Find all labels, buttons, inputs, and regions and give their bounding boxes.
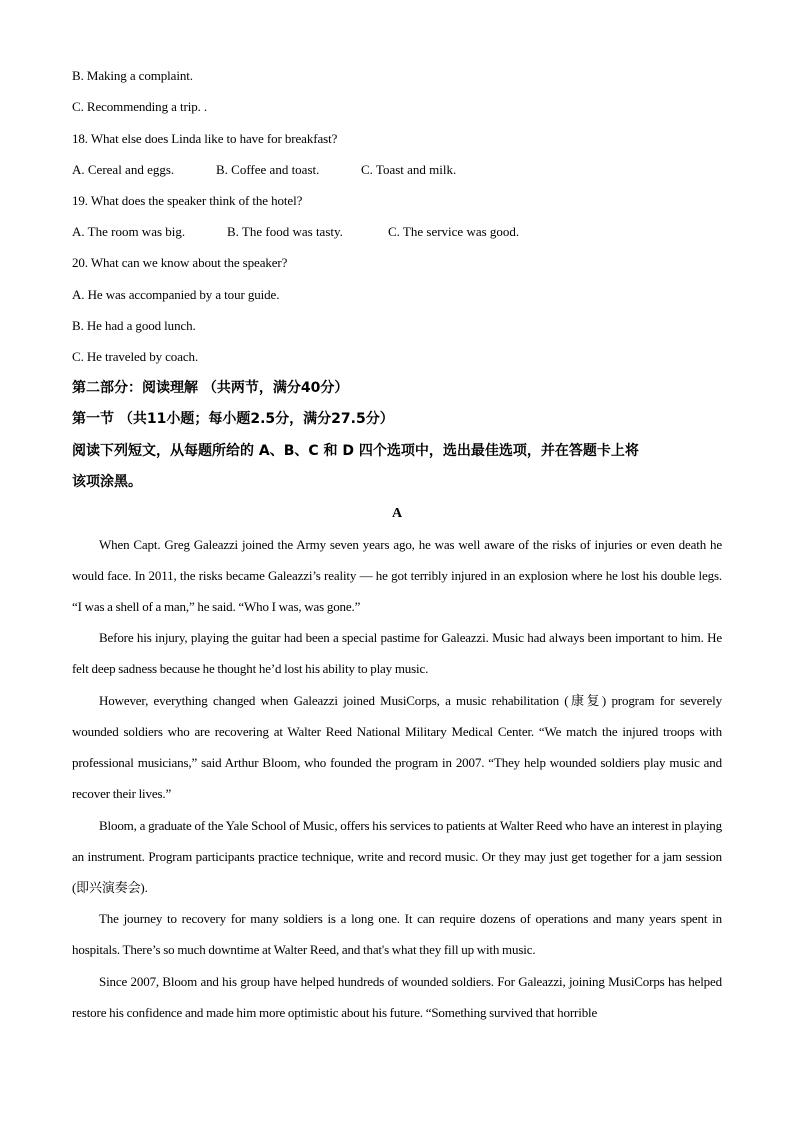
part-two-title: 第二部分：阅读理解 （共两节，满分40分） <box>72 380 349 396</box>
q19-option-a: A. The room was big. <box>72 224 186 239</box>
passage-paragraph-1: When Capt. Greg Galeazzi joined the Army seven years ago, he was well aware of the risks of injuries or even death he would face. In 2011, the risks became Galeazzi’s reality — he got terribly injured in an explosion where he lost his double legs. “I was a shell of a man,” he said. “Who I was, was gone.” <box>72 537 722 614</box>
instruction-line-1: 阅读下列短文，从每题所给的 A、B、C 和 D 四个选项中，选出最佳选项，并在答题卡上将 <box>72 443 639 459</box>
q20-option-c: C. He traveled by coach. <box>72 349 199 364</box>
passage-paragraph-2: Before his injury, playing the guitar had been a special pastime for Galeazzi. Music had always been important to him. He felt deep sadness because he thought he’d lost his ability to play music. <box>72 630 722 676</box>
q20-question: 20. What can we know about the speaker? <box>72 255 288 270</box>
passage-title: A <box>391 506 403 521</box>
q18-option-c: C. Toast and milk. <box>361 162 457 177</box>
passage-paragraph-3: However, everything changed when Galeazzi joined MusiCorps, a music rehabilitation (康复) program for severely wounded soldiers who are recovering at Walter Reed National Military Medical Center. “We match the injured troops with professional musicians,” said Arthur Bloom, who founded the program in 2007. “They help wounded soldiers play music and recover their lives.” <box>72 693 722 801</box>
passage-paragraph-5: The journey to recovery for many soldiers is a long one. It can require dozens of operations and many years spent in hospitals. There’s so much downtime at Walter Reed, and that's what they fill up with music. <box>72 911 722 957</box>
section-one-title: 第一节 （共11小题；每小题2.5分，满分27.5分） <box>72 411 394 427</box>
passage-paragraph-6: Since 2007, Bloom and his group have helped hundreds of wounded soldiers. For Galeazzi, joining MusiCorps has helped restore his confidence and made him more optimistic about his future. “Something survived that horrible <box>72 974 722 1020</box>
q19-option-b: B. The food was tasty. <box>227 224 343 239</box>
q17-option-c: C. Recommending a trip. . <box>72 99 208 114</box>
q17-option-b: B. Making a complaint. <box>72 68 193 83</box>
passage-paragraph-4: Bloom, a graduate of the Yale School of Music, offers his services to patients at Walter Reed who have an interest in playing an instrument. Program participants practice technique, write and record music. Or they may just get together for a jam session (即兴演奏会). <box>72 818 722 895</box>
q20-option-b: B. He had a good lunch. <box>72 318 196 333</box>
q18-question: 18. What else does Linda like to have for breakfast? <box>72 131 338 146</box>
instruction-line-2: 该项涂黑。 <box>72 474 142 490</box>
q18-option-a: A. Cereal and eggs. <box>72 162 175 177</box>
q18-option-b: B. Coffee and toast. <box>216 162 320 177</box>
q19-option-c: C. The service was good. <box>388 224 520 239</box>
q19-question: 19. What does the speaker think of the hotel? <box>72 193 303 208</box>
q20-option-a: A. He was accompanied by a tour guide. <box>72 287 280 302</box>
